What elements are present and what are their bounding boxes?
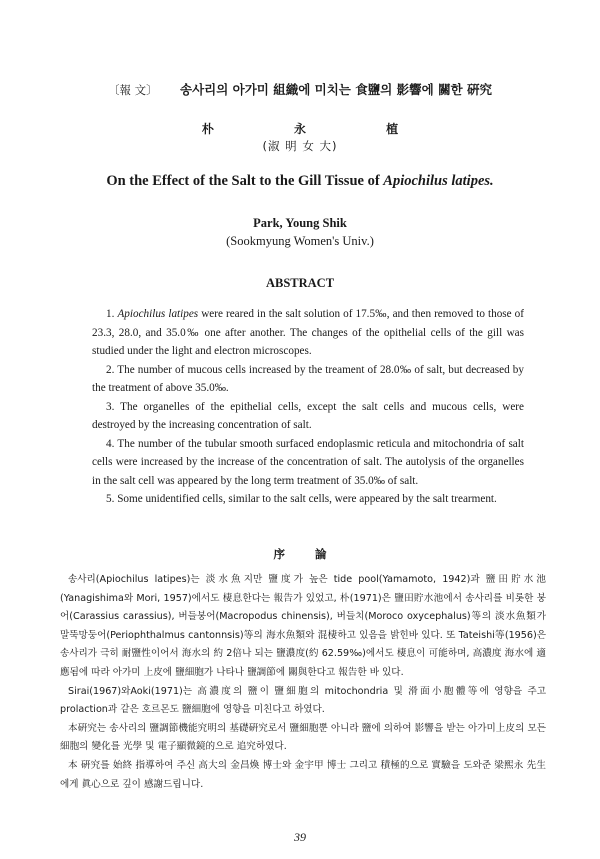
abstract-p1-species: Apiochilus latipes (117, 308, 199, 320)
introduction-paragraph-3: 本硏究는 송사리의 鹽調節機能究明의 基礎硏究로서 鹽細胞뿐 아니라 鹽에 의하여 影響을 받는 아가미上皮의 모든 細胞의 變化를 光學 및 電子顯微鏡的으로 追究하였다. (60, 722, 546, 753)
abstract-paragraph-4: 4. The number of the tubular smooth surfaced endoplasmic reticula and mitochondria of salt cells were increased by the increase of the concentration of salt. The autolysis of the organelles in the salt cell was appeared by the long term treatment of 35.0‰ of salt. (92, 437, 524, 487)
abstract-paragraph-5: 5. Some unidentified cells, similar to the salt cells, were appeared by the salt trearment. (106, 493, 497, 505)
introduction-heading: 序論 (273, 547, 357, 561)
abstract-p1-number: 1. (106, 308, 118, 320)
english-title (0, 173, 600, 190)
affiliation-english: (Sookmyung Women's Univ.) (226, 234, 374, 248)
author-korean: 朴 永 植 (201, 122, 437, 136)
article-type-tag: 〔報 文〕 (107, 83, 158, 97)
abstract-p1-text: were reared in the salt solution of 17.5‰, and then removed to those of 23.3, 28.0, and 35.0‰ one after another. The changes of the opithelial cells of the gill was studied under the light and electron microscopes. (92, 308, 524, 357)
english-title-species: Apiochilus latipes. (383, 173, 494, 189)
introduction-paragraph-4: 本 硏究를 始終 指導하여 주신 高大의 金昌煥 博士와 金宇甲 博士 그리고 積極的으로 實驗을 도와준 梁熙永 先生에게 眞心으로 깊이 感謝드립니다. (60, 759, 546, 790)
abstract-body (92, 305, 524, 509)
introduction-body (60, 571, 546, 794)
korean-title (0, 80, 600, 98)
affiliation-korean: (淑 明 女 大) (262, 139, 338, 153)
abstract-paragraph-1 (92, 305, 524, 361)
abstract-paragraph-3: 3. The organelles of the epithelial cells, except the salt cells and mucous cells, were destroyed by the increasing concentration of salt. (92, 400, 524, 431)
abstract-heading: ABSTRACT (265, 276, 335, 290)
page-number: 39 (294, 830, 306, 844)
abstract-paragraph-2: 2. The number of mucous cells increased by the treament of 28.0‰ of salt, but decreased by the treatment of above 35.0‰. (92, 363, 524, 394)
introduction-paragraph-1: 송사리(Apiochilus latipes)는 淡水魚지만 鹽度가 높은 tide pool(Yamamoto, 1942)과 鹽田貯水池(Yanagishima와 Mori, 1957)에서도 棲息한다는 報告가 있었고, 朴(1971)은 鹽田貯水池에서 송사리를 비롯한 붕어(Carassius carassius), 버들붕어(Macropodus chinensis), 버들치(Moroco oxycephalus)等의 淡水魚類가 말뚝망둥어(Periophthalmus cantonnsis)等의 海水魚類와 混棲하고 있음을 밝힌바 있다. 또 Tateishi等(1956)은 송사리가 극히 耐鹽性이어서 海水의 約 2倍나 되는 鹽濃度(約 62.59‰)에서도 棲息이 可能하며, 高濃度 海水에 適應됨에 따라 아가미 上皮에 鹽細胞가 나타나 鹽調節에 關與한다고 報告한 바 있다. (60, 574, 546, 678)
english-title-text: On the Effect of the Salt to the Gill Tissue of (106, 173, 384, 189)
korean-title-text: 송사리의 아가미 組織에 미치는 食鹽의 影響에 關한 硏究 (180, 82, 493, 97)
author-english: Park, Young Shik (253, 216, 347, 230)
introduction-paragraph-2: Sirai(1967)와Aoki(1971)는 高濃度의 鹽이 鹽細胞의 mitochondria 및 滑面小胞體等에 영향을 주고 prolaction과 같은 호르몬도 鹽細胞에 영향을 미친다고 하였다. (60, 685, 546, 716)
